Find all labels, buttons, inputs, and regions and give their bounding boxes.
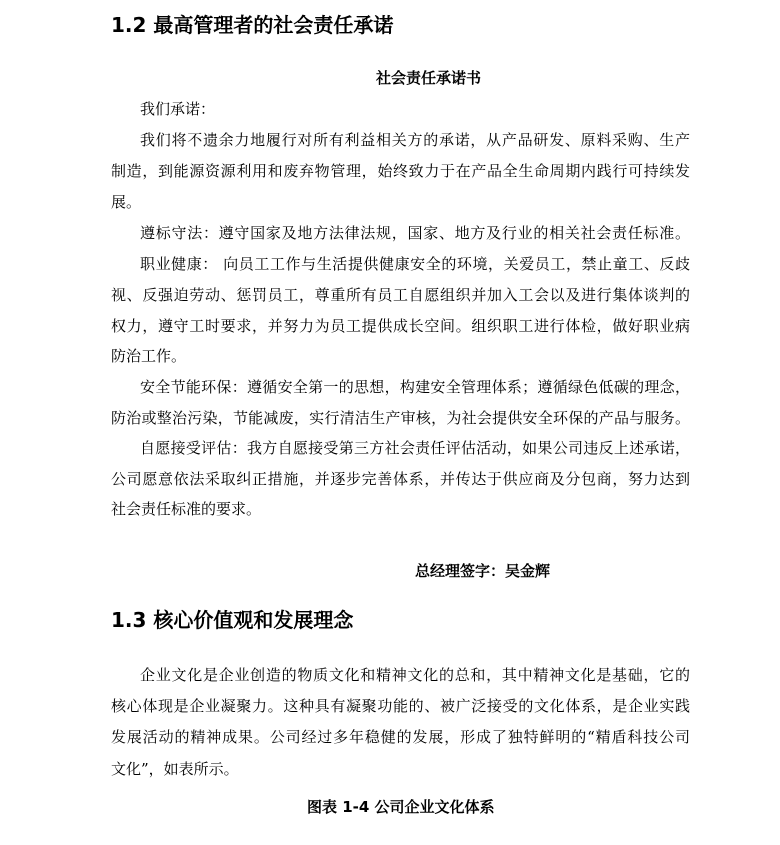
p1-line-3: 展。 xyxy=(111,193,142,211)
p5-line-2: 公司愿意依法采取纠正措施，并逐步完善体系，并传达于供应商及分包商，努力达到 xyxy=(111,470,690,488)
p6-line-4: 文化”，如表所示。 xyxy=(111,760,239,778)
p3-line-1: 职业健康： 向员工工作与生活提供健康安全的环境，关爱员工，禁止童工、反歧 xyxy=(140,255,690,273)
p5-line-3: 社会责任标准的要求。 xyxy=(111,500,262,518)
p3-line-4: 防治工作。 xyxy=(111,347,187,365)
signature: 总经理签字：吴金辉 xyxy=(415,562,551,580)
p6-line-1: 企业文化是企业创造的物质文化和精神文化的总和，其中精神文化是基础，它的 xyxy=(140,666,690,684)
p4-line-2: 防治或整治污染，节能减废，实行清洁生产审核，为社会提供安全环保的产品与服务。 xyxy=(111,409,690,427)
p2-line-1: 遵标守法：遵守国家及地方法律法规，国家、地方及行业的相关社会责任标准。 xyxy=(140,224,690,242)
p6-line-2: 核心体现是企业凝聚力。这种具有凝聚功能的、被广泛接受的文化体系，是企业实践 xyxy=(111,697,690,715)
p1-line-2: 制造，到能源资源利用和废弃物管理，始终致力于在产品全生命周期内践行可持续发 xyxy=(111,162,690,180)
letter-title: 社会责任承诺书 xyxy=(376,69,482,87)
section-heading-1-2: 1.2 最高管理者的社会责任承诺 xyxy=(111,13,394,37)
p1-line-1: 我们将不遗余力地履行对所有利益相关方的承诺，从产品研发、原料采购、生产 xyxy=(140,131,690,149)
p3-line-2: 视、反强迫劳动、惩罚员工，尊重所有员工自愿组织并加入工会以及进行集体谈判的 xyxy=(111,286,690,304)
p6-line-3: 发展活动的精神成果。公司经过多年稳健的发展，形成了独特鲜明的“精盾科技公司 xyxy=(111,728,690,746)
letter-intro: 我们承诺： xyxy=(140,100,216,118)
table-caption: 图表 1-4 公司企业文化体系 xyxy=(307,798,495,816)
p3-line-3: 权力，遵守工时要求，并努力为员工提供成长空间。组织职工进行体检，做好职业病 xyxy=(111,317,690,335)
p4-line-1: 安全节能环保：遵循安全第一的思想，构建安全管理体系；遵循绿色低碳的理念， xyxy=(140,378,690,396)
p5-line-1: 自愿接受评估：我方自愿接受第三方社会责任评估活动，如果公司违反上述承诺， xyxy=(140,439,690,457)
section-heading-1-3: 1.3 核心价值观和发展理念 xyxy=(111,608,354,632)
